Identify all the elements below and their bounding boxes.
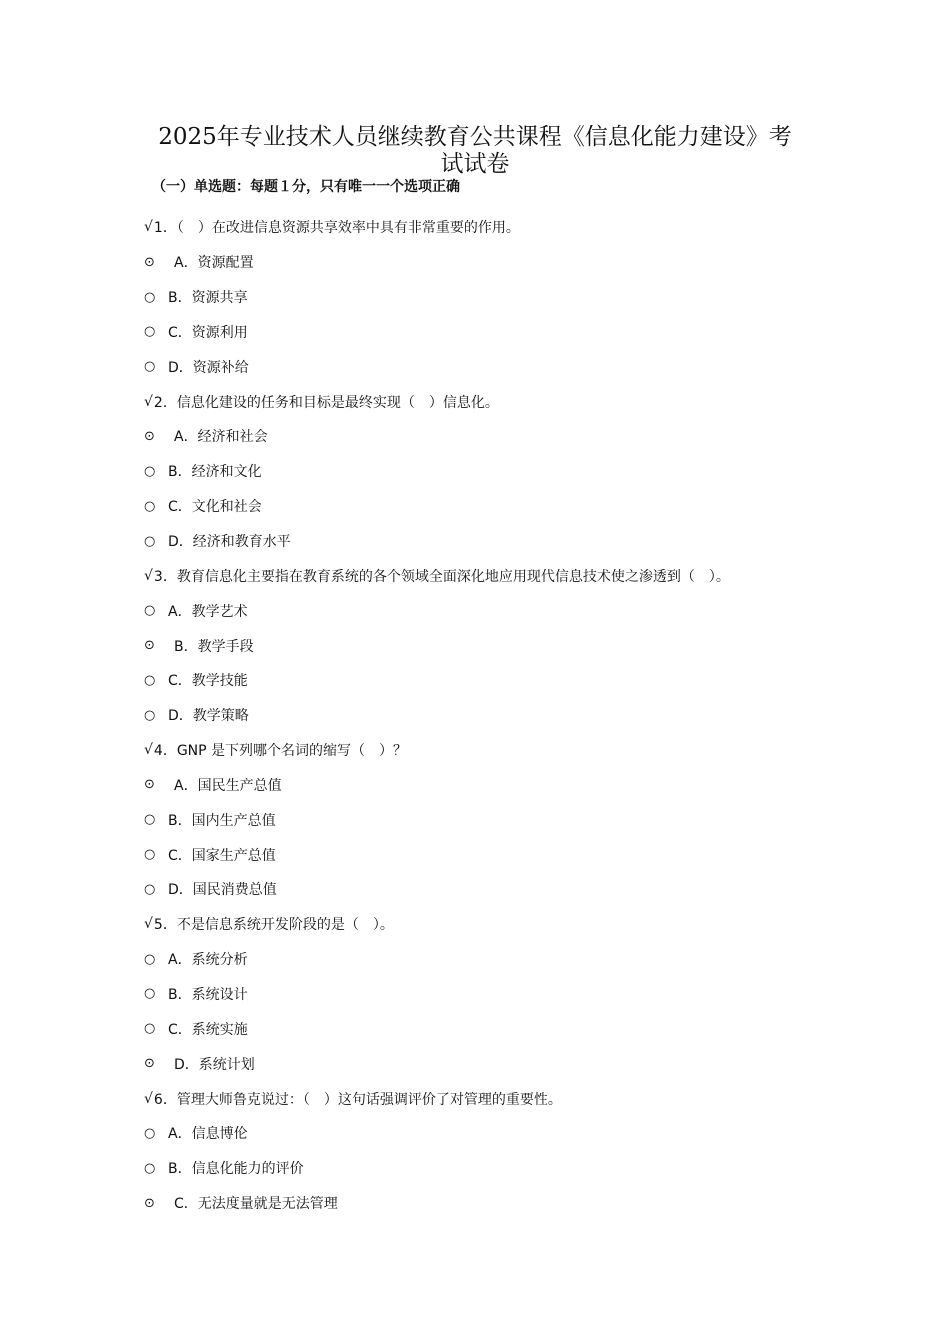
question-stem — [144, 210, 864, 245]
option-label: B．信息化能力的评价 — [168, 1161, 304, 1178]
radio-unselected-icon[interactable]: ○ — [144, 603, 156, 619]
option-label: B．系统设计 — [168, 986, 248, 1003]
answer-option[interactable] — [144, 1011, 864, 1046]
option-label: B．经济和文化 — [168, 464, 262, 481]
answer-option[interactable] — [144, 1186, 864, 1221]
question-text: 6．管理大师鲁克说过：（ ）这句话强调评价了对管理的重要性。 — [153, 1091, 562, 1108]
check-mark-icon: √ — [144, 742, 153, 759]
radio-selected-icon[interactable]: ⊙ — [144, 777, 155, 793]
answer-option[interactable] — [144, 1116, 864, 1151]
option-label: C．系统实施 — [168, 1021, 248, 1038]
option-label: A．经济和社会 — [174, 429, 268, 446]
check-mark-icon: √ — [144, 567, 153, 584]
option-label: C．国家生产总值 — [168, 847, 276, 864]
answer-option[interactable] — [144, 663, 864, 698]
answer-option[interactable] — [144, 245, 864, 280]
answer-option[interactable] — [144, 698, 864, 733]
radio-unselected-icon[interactable]: ○ — [144, 1160, 156, 1176]
check-mark-icon: √ — [144, 1090, 153, 1107]
question-text: 1．（ ）在改进信息资源共享效率中具有非常重要的作用。 — [153, 220, 520, 237]
answer-option[interactable] — [144, 489, 864, 524]
option-label: B．教学手段 — [174, 638, 254, 655]
radio-unselected-icon[interactable]: ○ — [144, 847, 156, 863]
answer-option[interactable] — [144, 315, 864, 350]
answer-option[interactable] — [144, 280, 864, 315]
radio-unselected-icon[interactable]: ○ — [144, 986, 156, 1002]
radio-unselected-icon[interactable]: ○ — [144, 533, 156, 549]
radio-unselected-icon[interactable]: ○ — [144, 1125, 156, 1141]
section-heading: （一）单选题：每题１分，只有唯一一个选项正确 — [152, 179, 460, 195]
radio-unselected-icon[interactable]: ○ — [144, 951, 156, 967]
radio-unselected-icon[interactable]: ○ — [144, 289, 156, 305]
answer-option[interactable] — [144, 837, 864, 872]
option-label: C．无法度量就是无法管理 — [174, 1196, 338, 1213]
answer-option[interactable] — [144, 349, 864, 384]
answer-option[interactable] — [144, 768, 864, 803]
answer-option[interactable] — [144, 628, 864, 663]
answer-option[interactable] — [144, 1046, 864, 1081]
check-mark-icon: √ — [144, 916, 153, 933]
radio-unselected-icon[interactable]: ○ — [144, 498, 156, 514]
answer-option[interactable] — [144, 524, 864, 559]
title-line-1: 2025年专业技术人员继续教育公共课程《信息化能力建设》考 — [158, 124, 792, 150]
answer-option[interactable] — [144, 802, 864, 837]
option-label: D．国民消费总值 — [168, 882, 277, 899]
document-title — [120, 124, 830, 178]
question-stem — [144, 733, 864, 768]
question-text: 2．信息化建设的任务和目标是最终实现（ ）信息化。 — [153, 394, 499, 411]
option-label: D．系统计划 — [174, 1056, 255, 1073]
option-label: A．资源配置 — [174, 255, 254, 272]
option-label: A．系统分析 — [168, 952, 248, 969]
radio-unselected-icon[interactable]: ○ — [144, 324, 156, 340]
question-list — [144, 210, 864, 1220]
option-label: D．教学策略 — [168, 708, 249, 725]
radio-unselected-icon[interactable]: ○ — [144, 672, 156, 688]
question-text: 3．教育信息化主要指在教育系统的各个领域全面深化地应用现代信息技术使之渗透到（ ）。 — [153, 568, 730, 585]
option-label: A．国民生产总值 — [174, 777, 282, 794]
answer-option[interactable] — [144, 593, 864, 628]
check-mark-icon: √ — [144, 393, 153, 410]
radio-unselected-icon[interactable]: ○ — [144, 1021, 156, 1037]
question-text: 4．GNP 是下列哪个名词的缩写（ ）？ — [153, 743, 408, 760]
question-stem — [144, 1081, 864, 1116]
radio-selected-icon[interactable]: ⊙ — [144, 254, 155, 270]
check-mark-icon: √ — [144, 219, 153, 236]
radio-unselected-icon[interactable]: ○ — [144, 812, 156, 828]
option-label: B．国内生产总值 — [168, 812, 276, 829]
radio-selected-icon[interactable]: ⊙ — [144, 1195, 155, 1211]
question-stem — [144, 558, 864, 593]
option-label: C．资源利用 — [168, 324, 248, 341]
radio-unselected-icon[interactable]: ○ — [144, 463, 156, 479]
question-stem — [144, 384, 864, 419]
option-label: D．经济和教育水平 — [168, 534, 291, 551]
option-label: C．教学技能 — [168, 673, 248, 690]
answer-option[interactable] — [144, 454, 864, 489]
answer-option[interactable] — [144, 1151, 864, 1186]
option-label: A．教学艺术 — [168, 603, 248, 620]
radio-unselected-icon[interactable]: ○ — [144, 707, 156, 723]
radio-unselected-icon[interactable]: ○ — [144, 881, 156, 897]
answer-option[interactable] — [144, 977, 864, 1012]
radio-selected-icon[interactable]: ⊙ — [144, 428, 155, 444]
question-stem — [144, 907, 864, 942]
radio-unselected-icon[interactable]: ○ — [144, 359, 156, 375]
option-label: B．资源共享 — [168, 290, 248, 307]
title-line-2: 试试卷 — [440, 151, 510, 177]
option-label: D．资源补给 — [168, 359, 249, 376]
answer-option[interactable] — [144, 872, 864, 907]
answer-option[interactable] — [144, 419, 864, 454]
radio-selected-icon[interactable]: ⊙ — [144, 1056, 155, 1072]
option-label: A．信息博伦 — [168, 1126, 248, 1143]
question-text: 5．不是信息系统开发阶段的是（ ）。 — [153, 917, 394, 934]
radio-selected-icon[interactable]: ⊙ — [144, 638, 155, 654]
answer-option[interactable] — [144, 942, 864, 977]
option-label: C．文化和社会 — [168, 499, 262, 516]
